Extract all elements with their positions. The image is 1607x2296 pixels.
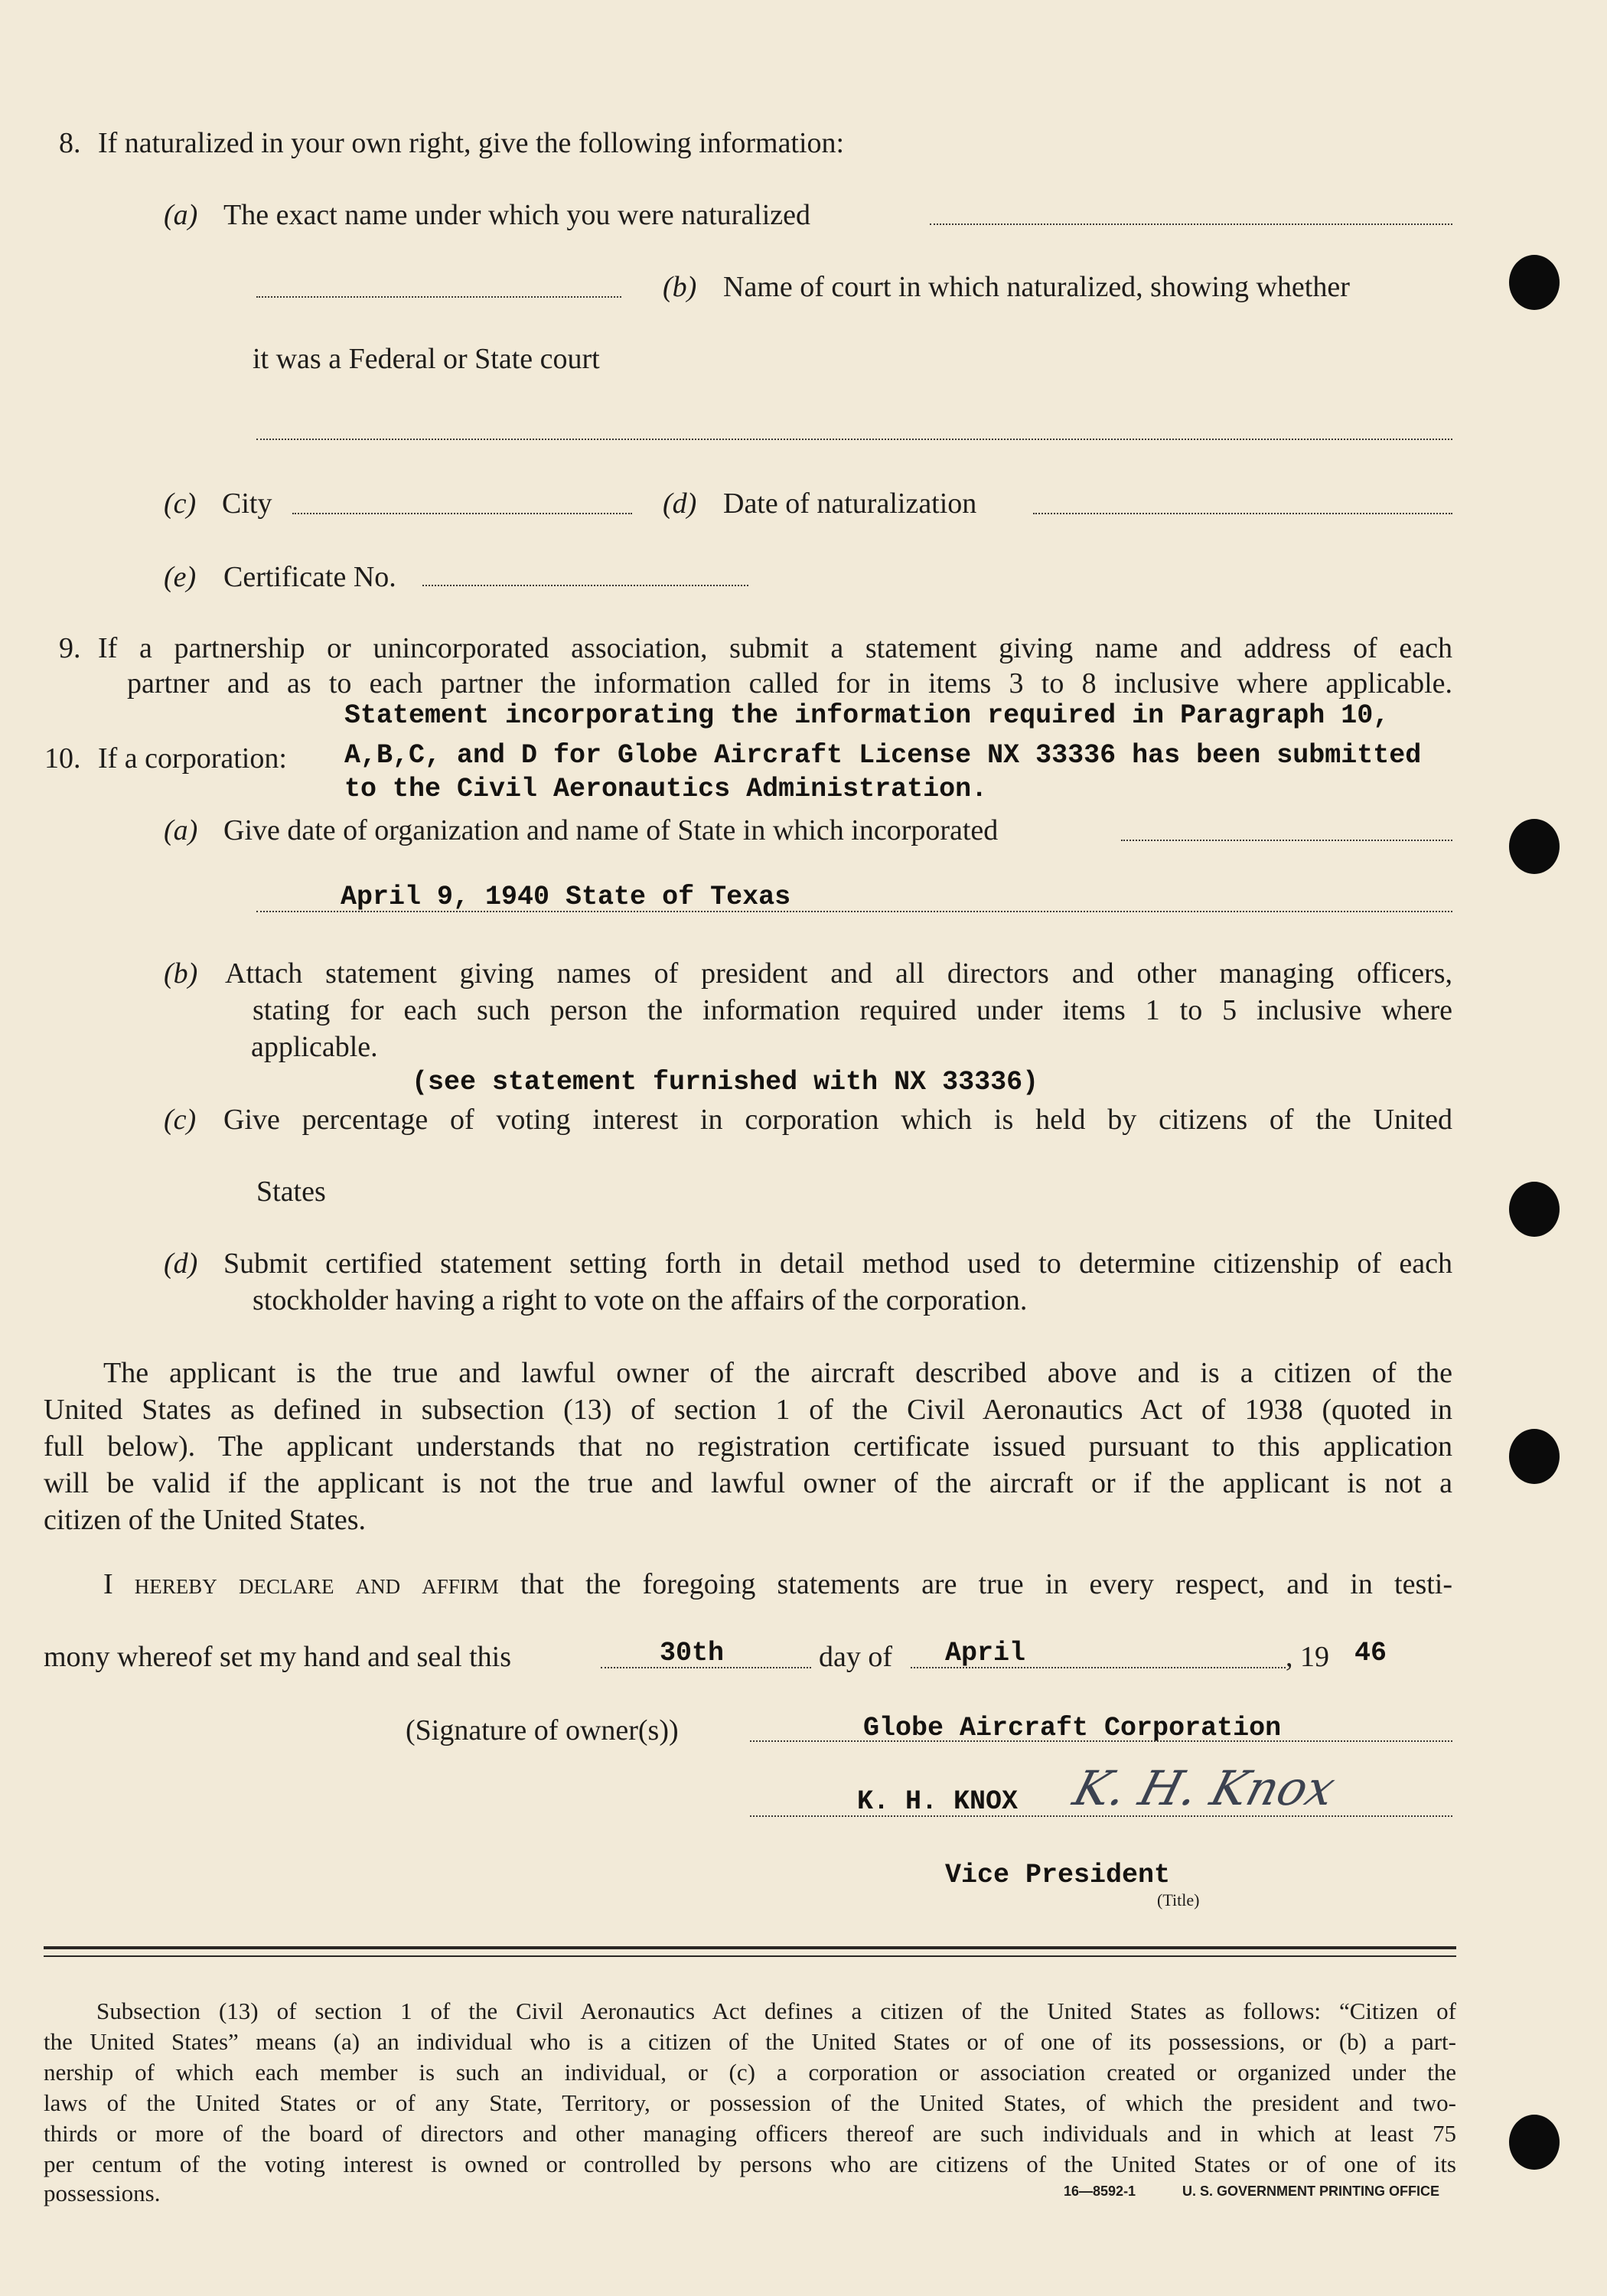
certificate-number-field[interactable]	[422, 585, 748, 586]
item-10b-text-3: applicable.	[251, 1031, 378, 1063]
month-value: April	[945, 1638, 1026, 1668]
ownership-statement-line: citizen of the United States.	[44, 1504, 367, 1536]
punch-hole	[1509, 819, 1560, 874]
item-8a-label: (a)	[164, 199, 198, 231]
testimony-text: mony whereof set my hand and seal this	[44, 1641, 512, 1673]
ownership-statement-line: will be valid if the applicant is not the true and lawful owner of the aircraft or if the applicant is not a	[44, 1467, 1452, 1499]
handwritten-signature: K. H. Knox	[1068, 1760, 1341, 1816]
footnote-line: thirds or more of the board of directors and other managing officers thereof are such individuals and in which at least 75	[44, 2120, 1456, 2147]
item-10c-label: (c)	[164, 1104, 197, 1136]
typed-statement-line: A,B,C, and D for Globe Aircraft License NX 33336 has been submitted	[344, 740, 1422, 771]
item-10c-text-2: States	[256, 1176, 326, 1208]
organization-date-value: April 9, 1940 State of Texas	[341, 882, 791, 912]
form-number: 16—8592-1	[1064, 2183, 1136, 2199]
item-8e-text: Certificate No.	[223, 561, 396, 593]
item-10-heading: If a corporation:	[98, 742, 287, 775]
footnote-line: the United States” means (a) an individual who is a citizen of the United States or of one of its possessions, or (b) a part-	[44, 2028, 1456, 2055]
naturalized-name-field[interactable]	[930, 223, 1452, 225]
affirmation-caps: I hereby declare and affirm	[103, 1568, 499, 1600]
signer-typed-name: K. H. KNOX	[857, 1786, 1019, 1817]
organization-date-field[interactable]	[256, 911, 1452, 912]
item-9-text-2: partner and as to each partner the information called for in items 3 to 8 inclusive where applicable.	[127, 667, 1452, 700]
ownership-statement-line: United States as defined in subsection (13) of section 1 of the Civil Aeronautics Act of 1938 (quoted in	[44, 1394, 1452, 1426]
item-8b-text-2: it was a Federal or State court	[253, 343, 600, 375]
punch-hole	[1509, 1429, 1560, 1484]
item-10c-text: Give percentage of voting interest in corporation which is held by citizens of the United	[223, 1104, 1452, 1136]
footnote-last-line: possessions.	[44, 2180, 161, 2206]
item-10-number: 10.	[44, 742, 81, 775]
ownership-statement-line: The applicant is the true and lawful owner of the aircraft described above and is a citizen of the	[103, 1357, 1452, 1389]
item-10d-text-1: Submit certified statement setting forth in detail method used to determine citizenship of each	[223, 1247, 1452, 1280]
divider-rule	[44, 1946, 1456, 1949]
divider-rule	[44, 1955, 1456, 1957]
item-8-heading: If naturalized in your own right, give the following information:	[98, 127, 845, 159]
item-8c-text: City	[222, 488, 272, 520]
title-value: Vice President	[945, 1860, 1171, 1890]
item-10d-text-2: stockholder having a right to vote on the affairs of the corporation.	[253, 1284, 1028, 1316]
item-10b-text-1: Attach statement giving names of president and all directors and other managing officers,	[225, 957, 1452, 990]
item-8b-text: Name of court in which naturalized, showing whether	[723, 271, 1350, 303]
naturalization-date-field[interactable]	[1033, 513, 1452, 514]
year-prefix: , 19	[1286, 1641, 1329, 1673]
item-10b-text-2: stating for each such person the information required under items 1 to 5 inclusive where	[253, 994, 1452, 1026]
item-8e-label: (e)	[164, 561, 197, 593]
affirmation-rest: that the foregoing statements are true in every respect, and in testi-	[520, 1568, 1453, 1600]
footnote-line: per centum of the voting interest is owned or controlled by persons who are citizens of the United States or of one of its	[44, 2151, 1456, 2177]
officers-statement-value: (see statement furnished with NX 33336)	[412, 1067, 1039, 1097]
punch-hole	[1509, 2115, 1560, 2170]
item-8b-label: (b)	[663, 271, 697, 303]
item-8d-text: Date of naturalization	[723, 488, 977, 520]
ownership-statement-line: full below). The applicant understands that no registration certificate issued pursuant to this application	[44, 1430, 1452, 1463]
day-of-text: day of	[819, 1641, 893, 1673]
affirmation-line	[103, 1567, 1452, 1601]
city-field[interactable]	[292, 513, 632, 514]
typed-statement-line: Statement incorporating the information required in Paragraph 10,	[344, 700, 1390, 731]
footnote-line: nership of which each member is such an individual, or (c) a corporation or association created or organized under the	[44, 2059, 1456, 2086]
signature-label: (Signature of owner(s))	[406, 1714, 679, 1746]
printer-imprint: U. S. GOVERNMENT PRINTING OFFICE	[1182, 2183, 1440, 2199]
punch-hole	[1509, 255, 1560, 310]
footnote-line: Subsection (13) of section 1 of the Civil Aeronautics Act defines a citizen of the United States as follows: “Citizen of	[96, 1998, 1456, 2024]
footnote-line: laws of the United States or of any State, Territory, or possession of the United States, of which the president and two-	[44, 2089, 1456, 2116]
typed-statement-line: to the Civil Aeronautics Administration.	[344, 774, 988, 804]
year-value: 46	[1354, 1638, 1387, 1668]
owner-value: Globe Aircraft Corporation	[863, 1713, 1282, 1743]
organization-date-field-start[interactable]	[1121, 840, 1452, 841]
day-value: 30th	[660, 1638, 725, 1668]
item-10a-text: Give date of organization and name of State in which incorporated	[223, 814, 999, 846]
item-8a-text: The exact name under which you were naturalized	[223, 199, 811, 231]
item-8c-label: (c)	[164, 488, 197, 520]
punch-hole	[1509, 1182, 1560, 1237]
item-10a-label: (a)	[164, 814, 198, 846]
item-10b-label: (b)	[164, 957, 198, 990]
item-10d-label: (d)	[164, 1247, 198, 1280]
item-8-number: 8.	[59, 127, 81, 159]
naturalized-name-field-continued[interactable]	[256, 296, 621, 298]
court-field[interactable]	[256, 439, 1452, 440]
title-label: (Title)	[1157, 1890, 1200, 1910]
item-8d-label: (d)	[663, 488, 697, 520]
item-9-text-1: If a partnership or unincorporated association, submit a statement giving name and address of each	[98, 632, 1452, 664]
item-9-number: 9.	[59, 632, 81, 664]
